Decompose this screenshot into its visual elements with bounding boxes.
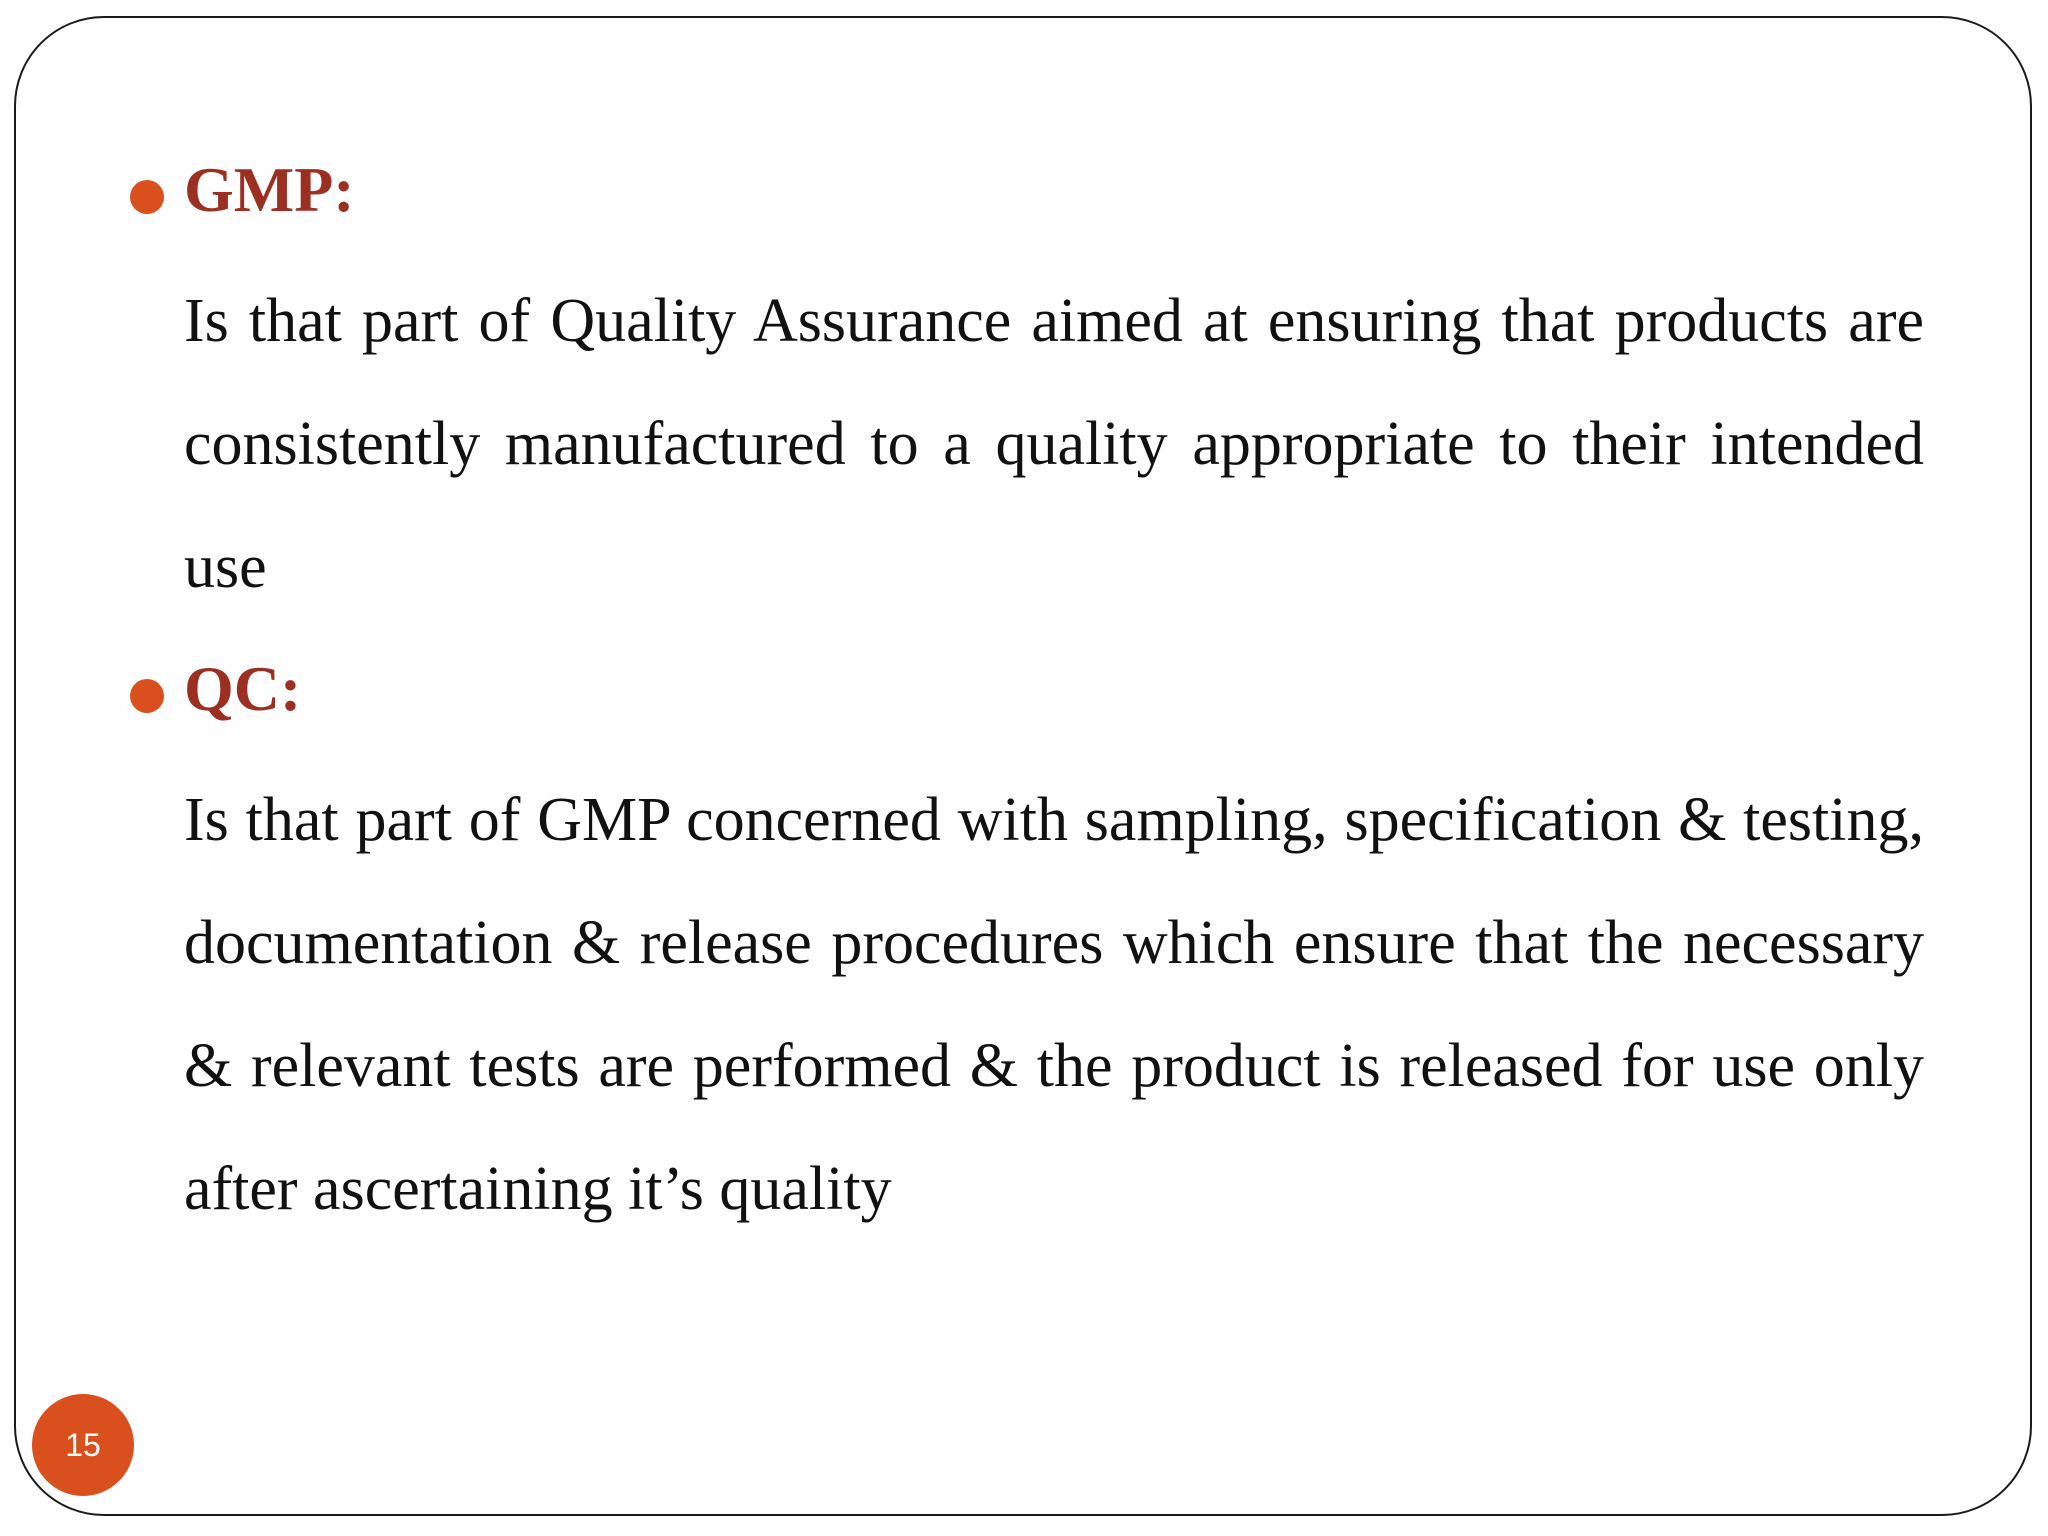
page-number-badge <box>32 1394 134 1496</box>
heading-gmp: GMP: <box>184 154 355 225</box>
paragraph-qc: Is that part of GMP concerned with sampling, specification & testing, documentation & release procedures which ensure that the necessary & relevant tests are performed & the product is released for use only after ascertaining it’s quality <box>184 786 1924 1223</box>
bullet-gmp <box>184 140 1924 260</box>
bullet-dot-icon <box>130 180 164 214</box>
slide-content <box>184 140 1924 1251</box>
page-number: 15 <box>65 1426 101 1463</box>
paragraph-gmp: Is that part of Quality Assurance aimed at ensuring that products are consistently manufactured to a quality appropriate to their intended use <box>184 287 1924 601</box>
bullet-dot-icon <box>130 679 164 713</box>
heading-qc: QC: <box>184 653 302 724</box>
bullet-qc <box>184 639 1924 759</box>
